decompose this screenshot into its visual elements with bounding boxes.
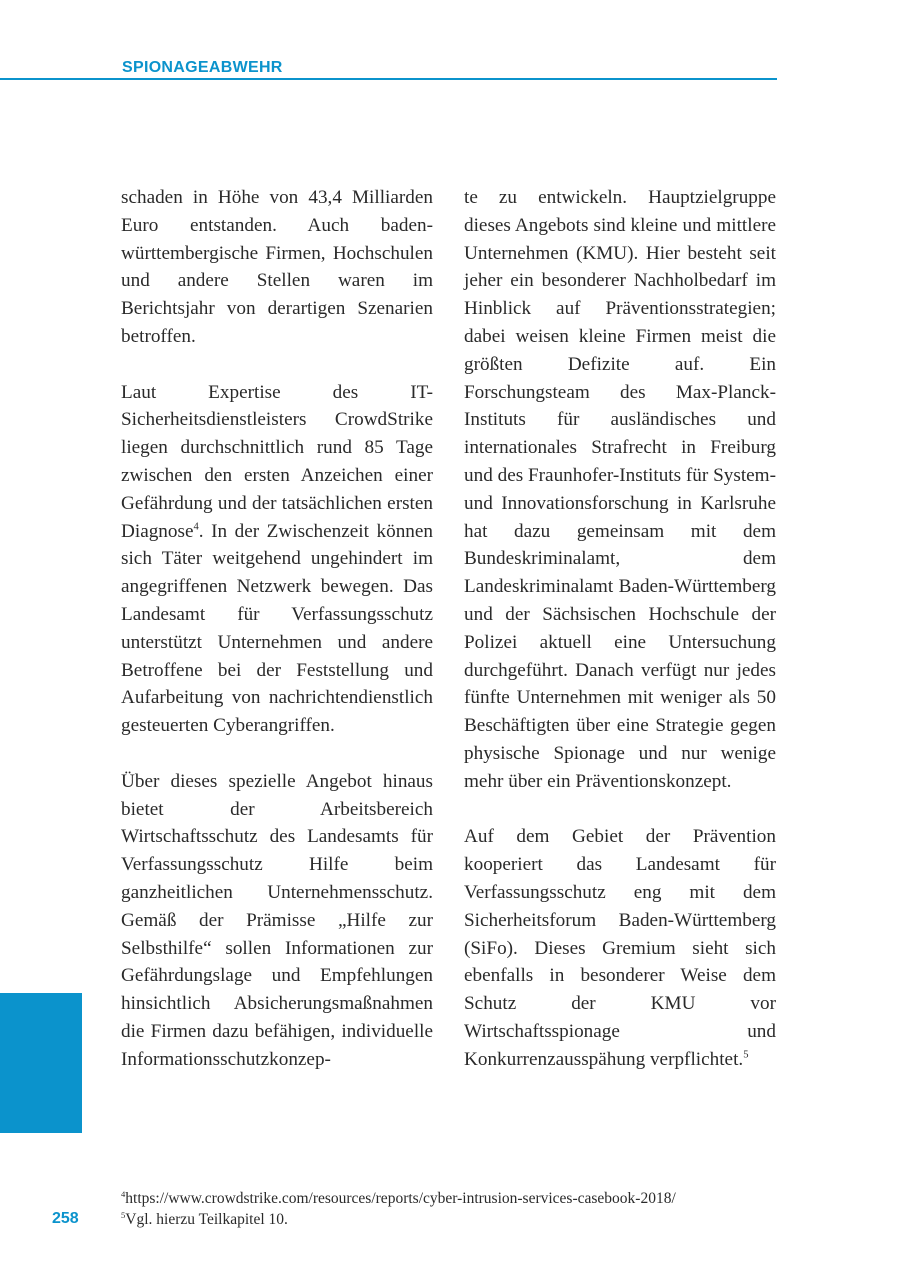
paragraph-text: . In der Zwischenzeit können sich Täter weitgehend ungehindert im angegriffenen Netzwerk bewegen. Das Landesamt für Verfassungsschutz unterstützt Unternehmen und andere Betroffene bei der Feststellung und Aufarbeitung von nachrichtendienstlich gesteuerten Cyberangriffen. bbox=[121, 520, 433, 737]
paragraph-text: Laut Expertise des IT-Sicherheitsdienstleisters CrowdStrike liegen durchschnittlich rund 85 Tage zwischen den ersten Anzeichen einer Gefährdung und der tatsächlichen ersten Diagnose bbox=[121, 381, 433, 542]
text-column-right bbox=[464, 184, 776, 1074]
paragraph bbox=[121, 379, 433, 740]
paragraph: te zu entwickeln. Hauptzielgruppe dieses Angebots sind kleine und mittlere Unternehmen (KMU). Hier besteht seit jeher ein besonderer Nachholbedarf im Hinblick auf Präventionsstrategien; dabei weisen kleine Firmen meist die größten Defizite auf. Ein Forschungsteam des Max-Planck-Instituts für ausländisches und internationales Strafrecht in Freiburg und des Fraunhofer-Instituts für System- und Innovationsforschung in Karlsruhe hat dazu gemeinsam mit dem Bundeskriminalamt, dem Landeskriminalamt Baden-Württemberg und der Sächsischen Hochschule der Polizei aktuell eine Untersuchung durchgeführt. Danach verfügt nur jedes fünfte Unternehmen mit weniger als 50 Beschäftigten über eine Strategie gegen physische Spionage und nur wenige mehr über ein Präventionskonzept. bbox=[464, 187, 776, 792]
header-divider bbox=[0, 78, 777, 80]
footnote-link[interactable]: https://www.crowdstrike.com/resources/reports/cyber-intrusion-services-casebook-2018/ bbox=[125, 1190, 676, 1207]
footnote-number: 5 bbox=[121, 1209, 126, 1220]
footnote-reference: 5 bbox=[743, 1049, 749, 1061]
footnote bbox=[121, 1188, 801, 1209]
footnote-number: 4 bbox=[121, 1188, 126, 1199]
text-column-left bbox=[121, 184, 433, 1074]
paragraph: schaden in Höhe von 43,4 Milliarden Euro entstanden. Auch baden-württembergische Firmen, Hochschulen und andere Stellen waren im Berichtsjahr von derartigen Szenarien betroffen. bbox=[121, 187, 433, 347]
footnote-reference: 4 bbox=[193, 521, 199, 533]
paragraph: Über dieses spezielle Angebot hinaus bietet der Arbeitsbereich Wirtschaftsschutz des Landesamts für Verfassungsschutz Hilfe beim ganzheitlichen Unternehmensschutz. Gemäß der Prämisse „Hilfe zur Selbsthilfe“ sollen Informationen zur Gefährdungslage und Empfehlungen hinsichtlich Absicherungsmaßnahmen die Firmen dazu befähigen, individuelle Informationsschutzkonzep- bbox=[121, 770, 433, 1070]
chapter-tab-marker bbox=[0, 993, 82, 1133]
paragraph bbox=[464, 823, 776, 1073]
paragraph-text: Auf dem Gebiet der Prävention kooperiert das Landesamt für Verfassungsschutz eng mit dem Sicherheitsforum Baden-Württemberg (SiFo). Dieses Gremium sieht sich ebenfalls in besonderer Weise dem Schutz der KMU vor Wirtschaftsspionage und Konkurrenzausspähung verpflichtet. bbox=[464, 826, 776, 1070]
page-number: 258 bbox=[52, 1210, 79, 1227]
section-title: SPIONAGEABWEHR bbox=[122, 59, 283, 76]
footnotes bbox=[121, 1188, 801, 1230]
footnote-text: Vgl. hierzu Teilkapitel 10. bbox=[125, 1211, 288, 1228]
footnote bbox=[121, 1209, 801, 1230]
